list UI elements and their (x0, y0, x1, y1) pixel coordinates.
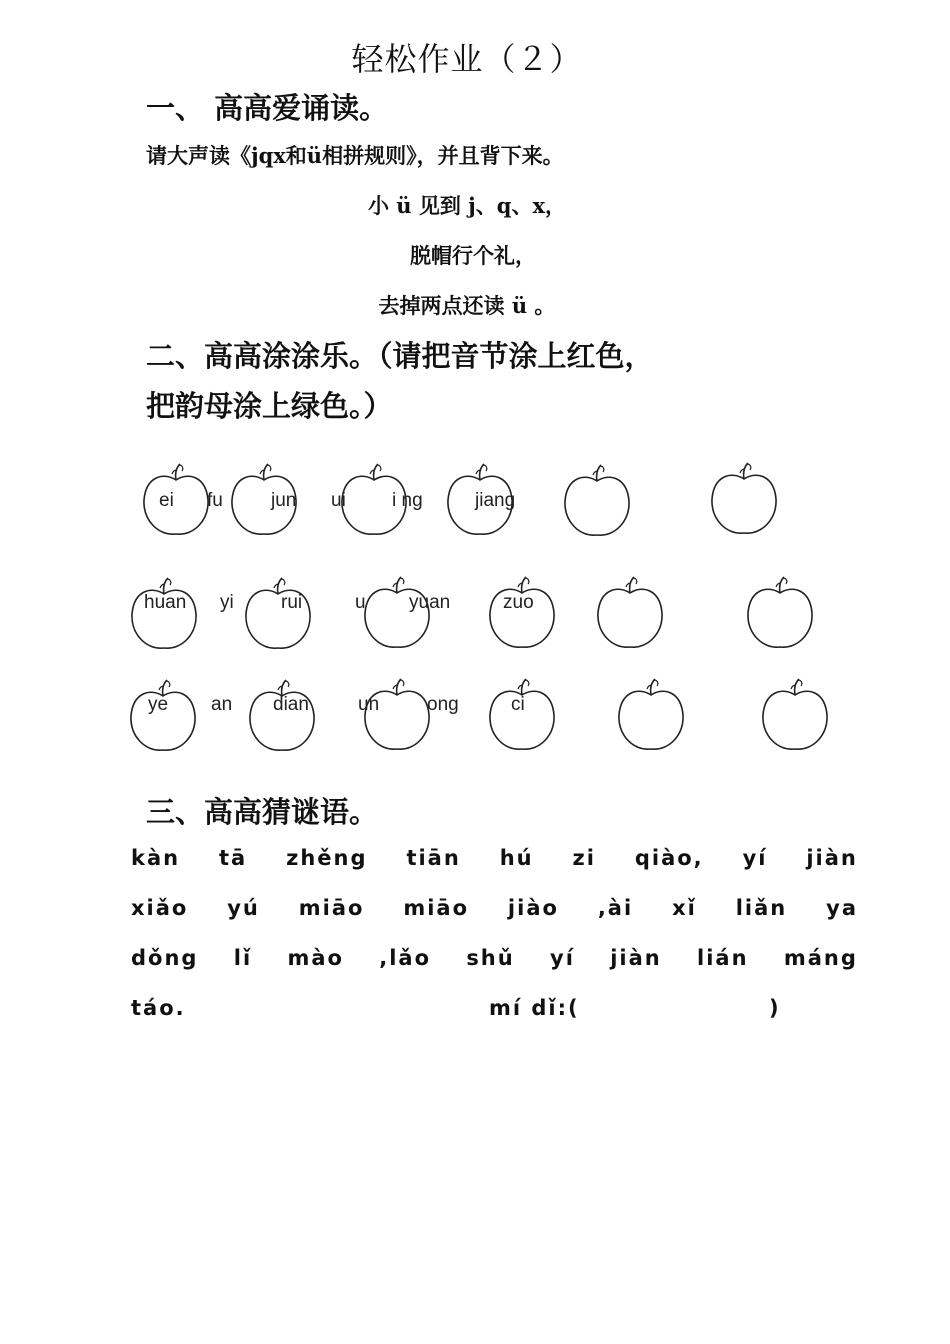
poem-line-2: 脱帽行个礼， (410, 243, 536, 268)
riddle-line-2 (131, 896, 858, 920)
pinyin-word: yú (227, 896, 260, 920)
pinyin-word: xiǎo (131, 896, 189, 920)
apple-icon (248, 678, 316, 754)
apple-icon (244, 576, 312, 652)
pinyin-word: tiān (406, 846, 461, 870)
section1-heading: 一、 高高爱诵读。 (146, 91, 389, 125)
pinyin-word: máng (783, 946, 858, 970)
section2-heading-line1: 二、高高涂涂乐。（请把音节涂上红色， (146, 339, 654, 373)
pinyin-word: ,ài (597, 896, 634, 920)
syllable-yi[interactable]: yi (220, 592, 234, 613)
answer-label: mí dǐ:( (489, 996, 580, 1020)
syllable-ui[interactable]: ui (331, 490, 346, 511)
syllable-ei[interactable]: ei (159, 490, 174, 511)
pinyin-word: xǐ (672, 896, 697, 920)
pinyin-word: zhěng (286, 846, 368, 870)
syllable-u[interactable]: u (355, 592, 366, 613)
pinyin-word: ya (826, 896, 858, 920)
pinyin-word: jiàn (806, 846, 858, 870)
syllable-ong[interactable]: ong (427, 694, 459, 715)
pinyin-word: jiào (507, 896, 559, 920)
pinyin-word: miāo (298, 896, 365, 920)
pinyin-word: tā (219, 846, 248, 870)
pinyin-word: zi (572, 846, 596, 870)
apple-icon (746, 575, 814, 651)
page-title: 轻松作业（２） (351, 40, 583, 78)
syllable-fu[interactable]: fu (207, 490, 223, 511)
answer-blank[interactable] (636, 996, 766, 1024)
syllable-an[interactable]: an (211, 694, 233, 715)
pinyin-word: jiàn (610, 946, 662, 970)
pinyin-word: yí (742, 846, 768, 870)
riddle-line-1 (131, 846, 858, 870)
apple-icon (710, 461, 778, 537)
pinyin-word: qiào, (634, 846, 704, 870)
syllable-jun[interactable]: jun (271, 490, 297, 511)
pinyin-word: miāo (403, 896, 470, 920)
pinyin-word: mào (287, 946, 344, 970)
pinyin-word: ,lǎo (379, 946, 432, 970)
riddle-line-4-start: táo. (131, 996, 186, 1020)
pinyin-word: hú (499, 846, 534, 870)
apple-icon (761, 677, 829, 753)
apple-icon (130, 576, 198, 652)
syllable-zuo[interactable]: zuo (503, 592, 534, 613)
syllable-un[interactable]: un (358, 694, 380, 715)
apple-icon (129, 678, 197, 754)
section2-heading-line2: 把韵母涂上绿色。） (146, 389, 393, 423)
syllable-rui[interactable]: rui (281, 592, 303, 613)
syllable-jiang[interactable]: jiang (475, 490, 516, 511)
poem-line-3: 去掉两点还读 ü 。 (378, 293, 556, 318)
pinyin-word: lián (697, 946, 749, 970)
pinyin-word: kàn (131, 846, 181, 870)
pinyin-word: lǐ (233, 946, 253, 970)
pinyin-word: liǎn (735, 896, 788, 920)
syllable-yuan[interactable]: yuan (409, 592, 451, 613)
syllable-ci[interactable]: ci (511, 694, 525, 715)
apple-icon (617, 677, 685, 753)
apple-icon (142, 462, 210, 538)
poem-line-1: 小 ü 见到 j、q、x， (367, 193, 566, 218)
section3-heading: 三、高高猜谜语。 (146, 795, 379, 829)
riddle-line-3 (131, 946, 858, 970)
section1-instruction: 请大声读《jqx和ü相拼规则》，并且背下来。 (146, 143, 564, 168)
syllable-huan[interactable]: huan (144, 592, 187, 613)
syllable-ing[interactable]: i ng (392, 490, 423, 511)
apple-icon (596, 575, 664, 651)
syllable-ye[interactable]: ye (148, 694, 169, 715)
pinyin-word: dǒng (131, 946, 199, 970)
pinyin-word: yí (550, 946, 575, 970)
apple-icon (563, 463, 631, 539)
pinyin-word: shǔ (466, 946, 515, 970)
answer-close-paren: ) (769, 996, 781, 1020)
syllable-dian[interactable]: dian (273, 694, 309, 715)
